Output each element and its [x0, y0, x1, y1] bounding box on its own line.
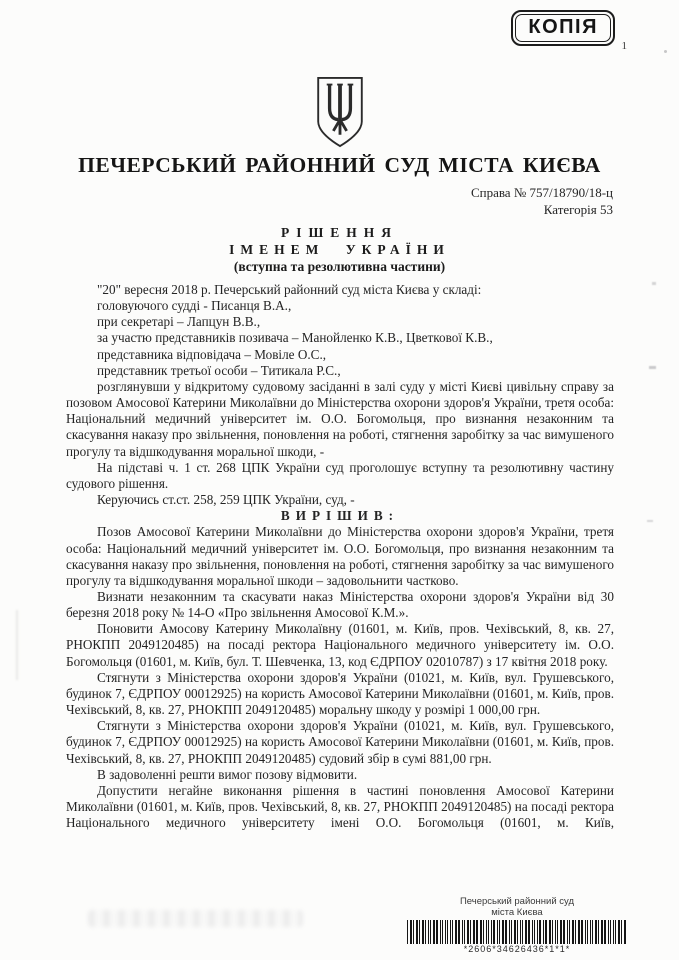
court-name: ПЕЧЕРСЬКИЙ РАЙОННИЙ СУД МІСТА КИЄВА — [78, 153, 601, 177]
scan-artifact-tick — [652, 282, 656, 285]
paragraph: На підставі ч. 1 ст. 268 ЦПК України суд проголошує вступну та резолютивну частину судового рішення. — [66, 459, 614, 491]
paragraph: В задоволенні решти вимог позову відмовити. — [97, 766, 358, 782]
copy-stamp-border — [511, 10, 615, 46]
copy-stamp-label: КОПІЯ — [515, 14, 611, 42]
case-category: Категорія 53 — [543, 201, 613, 217]
decision-title: РІШЕННЯ — [280, 225, 399, 240]
barcode-text: *2606*34626436*1*1* — [463, 944, 571, 954]
paragraph: Визнати незаконним та скасувати наказ Міністерства охорони здоров'я України від 30 березня 2018 року № 14-О «Про звільнення Амосової К.М.». — [66, 588, 614, 621]
paragraph: при секретарі – Лапцун В.В., — [97, 314, 261, 330]
paragraph: Стягнути з Міністерства охорони здоров'я України (01021, м. Київ, вул. Грушевського, будинок 7, ЄДРПОУ 00012925) на користь Амосової Катерини Миколаївни (01601, м. Київ, пров. Чехівський, 8, кв. 27, РНОКПП 2049120485) судовий збір в сумі 881,00 грн. — [66, 718, 614, 766]
paragraph: за участю представників позивача – Манойленко К.В., Цветкової К.В., — [97, 330, 493, 346]
paragraph: представника відповідача – Мовіле О.С., — [97, 346, 327, 362]
paragraph: Поновити Амосову Катерину Миколаївну (01601, м. Київ, пров. Чехівський, 8, кв. 27, РНОКПП 2049120485) на посаді ректора Національного медичного університету ім. О.О. Богомольця (01601, м. Київ, бул. Т. Шевченка, 13, код ЄДРПОУ 02010787) з 17 квітня 2018 року. — [66, 621, 614, 669]
footer-barcode-block — [388, 896, 646, 954]
paragraph: Стягнути з Міністерства охорони здоров'я України (01021, м. Київ, вул. Грушевського, будинок 7, ЄДРПОУ 00012925) на користь Амосової Катерини Миколаївни (01601, м. Київ, пров. Чехівський, 8, кв. 27, РНОКПП 2049120485) моральну шкоду у розмірі 1 000,00 грн. — [66, 669, 614, 718]
scan-artifact-tick — [649, 366, 656, 369]
section-heading: ВИРІШИВ: — [280, 508, 400, 524]
paragraph: представник третьої особи – Титикала Р.С., — [97, 362, 341, 378]
barcode — [388, 920, 646, 944]
footer-court-line-1: Печерський районний суд — [459, 896, 575, 907]
footer-court-line-2: міста Києва — [491, 907, 543, 918]
scan-artifact-smudge — [88, 910, 303, 927]
paragraph: Позов Амосової Катерини Миколаївни до Міністерства охорони здоров'я України, третя особа: Національний медичний університет ім. О.О. Богомольця, про визнання незаконним та скасування наказу про звільнення, поновлення на роботі, стягнення заробітку за час вимушеного прогулу та відшкодування моральної шкоди – задовольнити частково. — [66, 524, 614, 588]
paragraph: головуючого судді - Писанця В.А., — [97, 298, 292, 314]
paragraph: Допустити негайне виконання рішення в частині поновлення Амосової Катерини Миколаївни (01601, м. Київ, пров. Чехівський, 8, кв. 27, РНОКПП 2049120485) на посаді ректора Національного медичного університету імені О.О. Богомольця (01601, м. Київ, — [66, 782, 614, 831]
paragraph: "20" вересня 2018 р. Печерський районний суд міста Києва у складі: — [97, 282, 482, 297]
case-number: Справа № 757/18790/18-ц — [470, 185, 613, 200]
scan-artifact-streak — [16, 610, 18, 680]
paragraph: розглянувши у відкритому судовому засіданні в залі суду у місті Києві цивільну справу за позовом Амосової Катерини Миколаївни до Міністерства охорони здоров'я України, третя особа: Національний медичний університет ім. О.О. Богомольця, про визнання незаконним та скасування наказу про звільнення, поновлення на роботі, стягнення заробітку за час вимушеного прогулу та відшкодування моральної шкоди, - — [66, 378, 614, 459]
copy-stamp — [511, 10, 627, 52]
decision-subtitle: (вступна та резолютивна частини) — [233, 259, 446, 274]
paragraph: Керуючись ст.ст. 258, 259 ЦПК України, суд, - — [97, 492, 355, 508]
in-the-name-of-ukraine: ІМЕНЕМ УКРАЇНИ — [229, 242, 450, 257]
page-number: 1 — [621, 40, 627, 52]
scan-artifact-speck — [664, 50, 667, 53]
scan-artifact-tick — [647, 520, 653, 522]
decision-body — [66, 282, 614, 831]
ukraine-trident-emblem-icon — [311, 76, 369, 148]
